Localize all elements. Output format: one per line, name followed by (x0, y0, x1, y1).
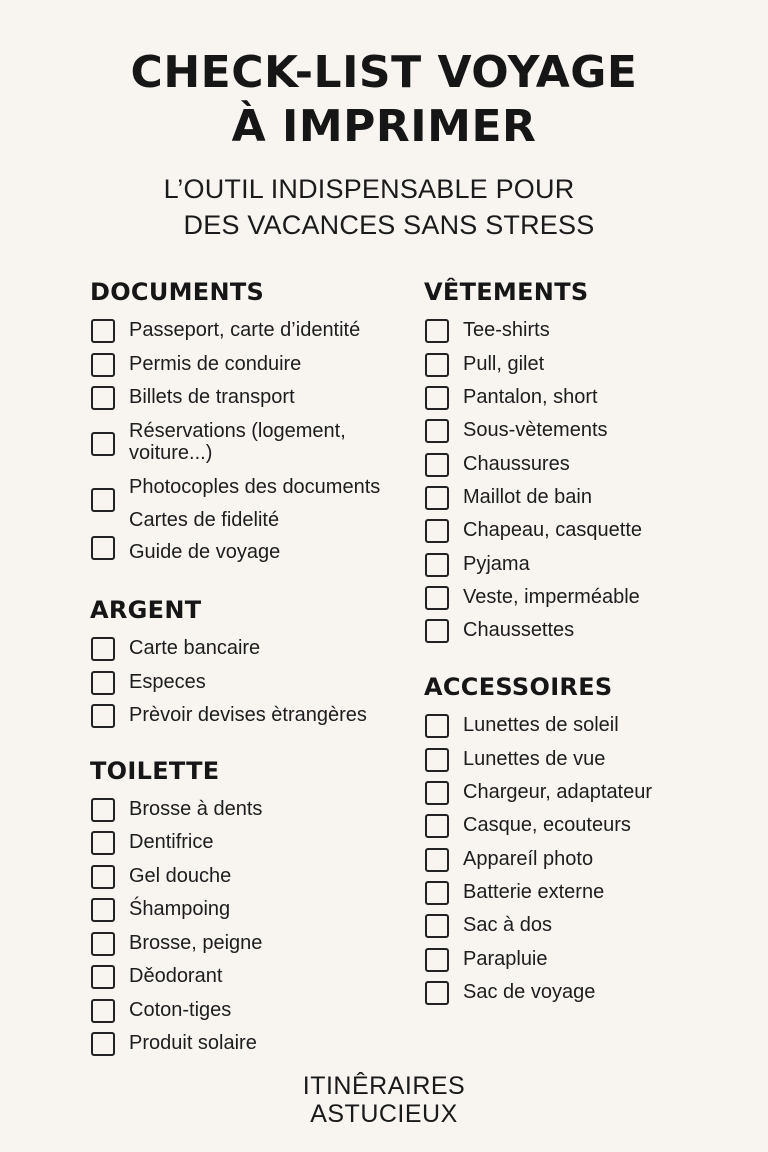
checkbox[interactable] (91, 704, 115, 728)
checkbox[interactable] (425, 519, 449, 543)
item-label: Cartes de fidelité (129, 509, 280, 531)
section-title-accessoires: ACCESSOIRES (424, 673, 613, 701)
item-label: Pantalon, short (463, 386, 598, 408)
checkbox[interactable] (91, 637, 115, 661)
item-label: Sac de voyage (463, 981, 596, 1003)
checkbox[interactable] (425, 319, 449, 343)
section-title-documents: DOCUMENTS (90, 278, 265, 306)
checkbox[interactable] (425, 586, 449, 610)
checkbox[interactable] (91, 488, 115, 512)
item-label: Billets de transport (129, 386, 295, 408)
section-toilette (90, 756, 420, 1056)
item-label: Parapluie (463, 948, 548, 970)
checkbox[interactable] (91, 353, 115, 377)
item-label: Veste, imperméable (463, 586, 640, 608)
checkbox[interactable] (91, 798, 115, 822)
item-label: Carte bancaire (129, 637, 261, 659)
item-label: Appareíl photo (463, 848, 594, 870)
brand-footer (0, 1072, 768, 1128)
item-label: Prèvoir devises ètrangères (129, 704, 367, 726)
item-label: Sac à dos (463, 914, 552, 936)
checkbox[interactable] (91, 671, 115, 695)
item-label: Réservations (logement, (129, 420, 346, 442)
item-label: Guide de voyage (129, 541, 281, 563)
checkbox[interactable] (91, 865, 115, 889)
checkbox[interactable] (425, 748, 449, 772)
page-subtitle (0, 171, 768, 243)
checkbox[interactable] (425, 553, 449, 577)
section-argent (90, 595, 420, 735)
checkbox[interactable] (425, 619, 449, 643)
checkbox[interactable] (425, 353, 449, 377)
checkbox[interactable] (425, 486, 449, 510)
checkbox[interactable] (91, 831, 115, 855)
item-label: Photocoples des documents (129, 476, 381, 498)
item-label: Especes (129, 671, 206, 693)
item-label: Sous-vètements (463, 419, 608, 441)
page-title (0, 46, 768, 154)
checkbox[interactable] (91, 386, 115, 410)
section-accessoires (424, 672, 744, 1012)
item-label-continued: voiture...) (129, 442, 213, 464)
item-label: Gel douche (129, 865, 232, 887)
item-label: Tee-shirts (463, 319, 550, 341)
checkbox[interactable] (91, 965, 115, 989)
brand-line-2: ASTUCIEUX (310, 1100, 458, 1128)
checkbox[interactable] (425, 981, 449, 1005)
checkbox[interactable] (91, 999, 115, 1023)
item-label: Brosse, peigne (129, 932, 263, 954)
item-label: Permis de conduire (129, 353, 302, 375)
subtitle-line-1: L’OUTIL INDISPENSABLE POUR (163, 174, 575, 204)
item-label: Chargeur, adaptateur (463, 781, 653, 803)
item-label: Casque, ecouteurs (463, 814, 631, 836)
checkbox[interactable] (425, 948, 449, 972)
item-label: Maillot de bain (463, 486, 592, 508)
section-title-toilette: TOILETTE (90, 757, 220, 785)
brand-line-1: ITINÊRAIRES (302, 1072, 466, 1100)
section-documents (90, 277, 420, 577)
item-label: Lunettes de vue (463, 748, 606, 770)
checkbox[interactable] (91, 932, 115, 956)
subtitle-line-2: DES VACANCES SANS STRESS (183, 210, 595, 240)
item-label: Batterie externe (463, 881, 605, 903)
title-line-2: À IMPRIMER (231, 101, 537, 152)
checkbox[interactable] (425, 453, 449, 477)
item-label: Lunettes de soleil (463, 714, 619, 736)
item-label: Produit solaire (129, 1032, 257, 1054)
checkbox[interactable] (91, 1032, 115, 1056)
checkbox[interactable] (91, 536, 115, 560)
checkbox[interactable] (425, 419, 449, 443)
checkbox[interactable] (91, 432, 115, 456)
checkbox[interactable] (425, 781, 449, 805)
item-label: Brosse à dents (129, 798, 263, 820)
item-label: Coton-tiges (129, 999, 232, 1021)
item-label: Pyjama (463, 553, 530, 575)
item-label: Děodorant (129, 965, 223, 987)
item-label: Dentifrice (129, 831, 214, 853)
item-label: Śhampoing (129, 898, 231, 920)
checkbox[interactable] (425, 881, 449, 905)
checkbox[interactable] (425, 386, 449, 410)
item-label: Pull, gilet (463, 353, 545, 375)
checkbox[interactable] (425, 848, 449, 872)
item-label: Chaussettes (463, 619, 575, 641)
checkbox[interactable] (91, 898, 115, 922)
title-line-1: CHECK-LIST VOYAGE (130, 47, 638, 98)
section-title-vetements: VÊTEMENTS (424, 278, 589, 306)
checkbox[interactable] (425, 814, 449, 838)
checkbox[interactable] (425, 714, 449, 738)
checkbox[interactable] (91, 319, 115, 343)
item-label: Passeport, carte d’identité (129, 319, 361, 341)
item-label: Chapeau, casquette (463, 519, 643, 541)
item-label: Chaussures (463, 453, 570, 475)
checkbox[interactable] (425, 914, 449, 938)
section-vetements (424, 277, 744, 647)
section-title-argent: ARGENT (90, 596, 202, 624)
